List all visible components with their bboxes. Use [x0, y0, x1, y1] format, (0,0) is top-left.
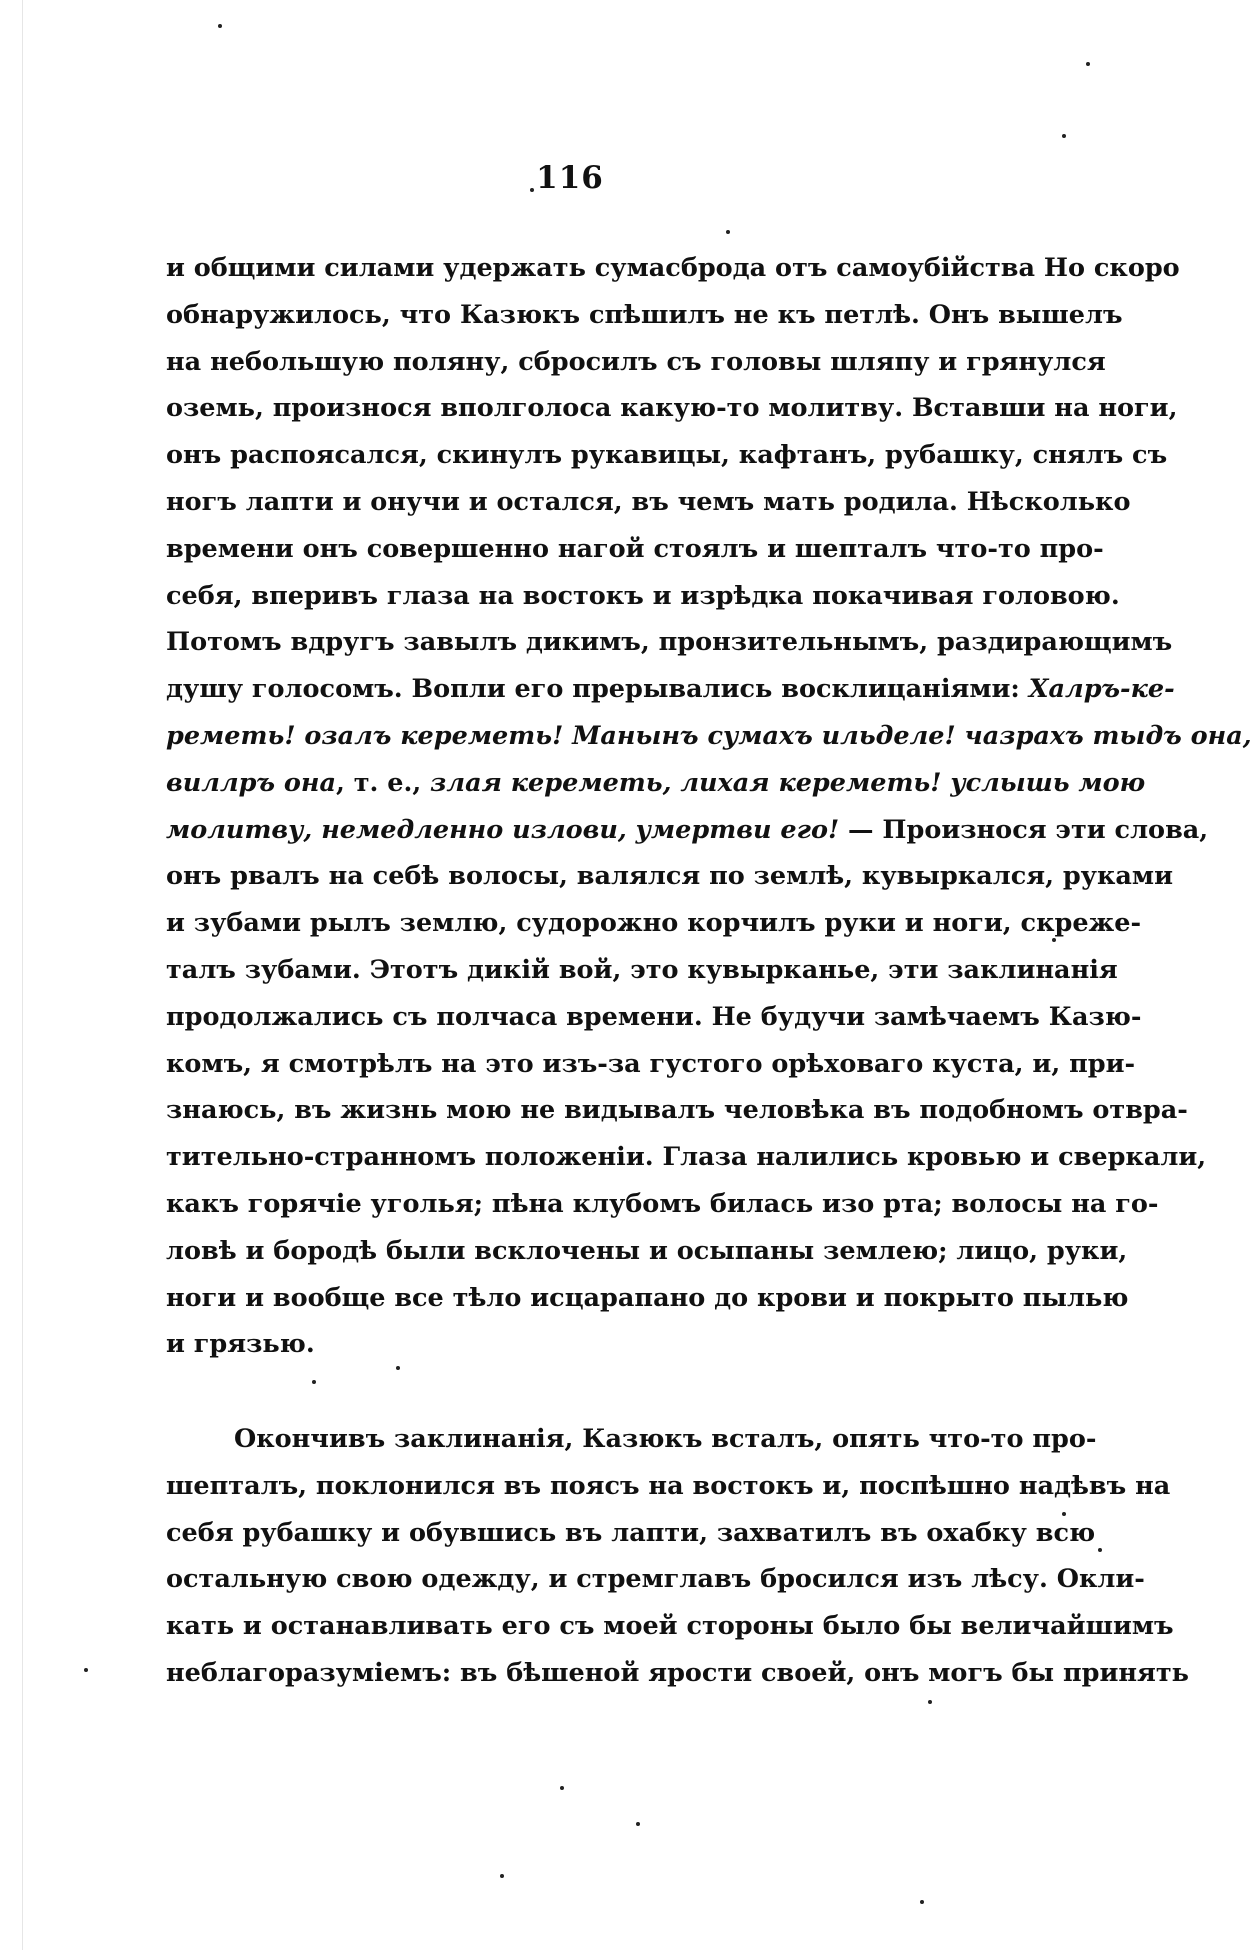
scan-speck	[1098, 1548, 1102, 1552]
text-run: и общими силами удержать сумасброда отъ самоубійства Но скоро	[166, 253, 1180, 283]
scan-speck	[530, 188, 534, 192]
paragraph-2	[166, 1416, 1189, 1697]
text-line	[166, 339, 1106, 386]
text-run: остальную свою одежду, и стремглавъ бросился изъ лѣсу. Окли-	[166, 1564, 1145, 1595]
text-run: ловѣ и бородѣ были всклочены и осыпаны землею; лицо, руки,	[166, 1235, 1128, 1266]
scan-speck	[1086, 62, 1090, 66]
text-line	[166, 713, 1252, 760]
text-run: времени онъ совершенно нагой стоялъ и шепталъ что-то про-	[166, 533, 1104, 564]
text-run: комъ, я смотрѣлъ на это изъ-за густого орѣховаго куста, и, при-	[166, 1048, 1136, 1079]
text-line	[166, 1463, 1171, 1510]
text-line	[166, 526, 1104, 573]
text-run: продолжались съ полчаса времени. Не будучи замѣчаемъ Казю-	[166, 1001, 1142, 1032]
text-line	[166, 853, 1173, 900]
text-run: и зубами рылъ землю, судорожно корчилъ руки и ноги, скреже-	[166, 908, 1142, 939]
text-line	[166, 1321, 1028, 1368]
text-line	[166, 1603, 1174, 1650]
scan-speck	[920, 1900, 924, 1904]
text-line	[166, 1416, 1097, 1463]
text-line	[166, 619, 1173, 666]
text-line	[166, 994, 1142, 1041]
text-run: обнаружилось, что Казюкъ спѣшилъ не къ петлѣ. Онъ вышелъ	[166, 299, 1123, 330]
scan-speck	[84, 1668, 88, 1672]
text-run: Потомъ вдругъ завылъ дикимъ, пронзительнымъ, раздирающимъ	[166, 627, 1173, 658]
scan-speck	[928, 1700, 932, 1704]
scan-speck	[218, 24, 222, 28]
italic-run: виллръ она	[166, 767, 336, 798]
scan-speck	[1052, 938, 1056, 942]
scan-speck	[312, 1380, 316, 1384]
text-run: онъ рвалъ на себѣ волосы, валялся по землѣ, кувыркался, руками	[166, 861, 1173, 892]
text-line	[166, 666, 1175, 713]
text-line	[166, 947, 1118, 994]
text-line	[166, 1275, 1129, 1322]
text-run: знаюсь, въ жизнь мою не видывалъ человѣка въ подобномъ отвра-	[166, 1095, 1188, 1126]
text-line	[166, 1087, 1188, 1134]
text-run: какъ горячіе уголья; пѣна клубомъ билась изо рта; волосы на го-	[166, 1188, 1159, 1219]
text-run: , т. е.,	[335, 767, 431, 798]
text-line	[166, 573, 1120, 620]
text-run: себя рубашку и обувшись въ лапти, захватилъ въ охабку всю	[166, 1517, 1096, 1548]
text-line	[166, 432, 1168, 479]
text-line	[166, 292, 1123, 339]
text-line	[166, 385, 1178, 432]
text-run: кать и останавливать его съ моей стороны было бы величайшимъ	[166, 1611, 1174, 1642]
text-run: себя, вперивъ глаза на востокъ и изрѣдка покачивая головою.	[166, 580, 1120, 611]
text-run: — Произнося эти слова,	[839, 814, 1209, 845]
text-line	[166, 479, 1131, 526]
text-line	[166, 1181, 1159, 1228]
page-edge	[22, 0, 23, 1950]
italic-run: злая кереметь, лихая кереметь! услышь мою	[430, 767, 1146, 798]
text-run: ногъ лапти и онучи и остался, въ чемъ мать родила. Нѣсколько	[166, 486, 1131, 517]
text-line	[166, 1228, 1128, 1275]
scan-speck	[560, 1786, 564, 1790]
text-run: Окончивъ заклинанія, Казюкъ всталъ, опять что-то про-	[234, 1424, 1097, 1454]
paragraph-1	[166, 245, 1252, 1368]
scan-speck	[1062, 134, 1066, 138]
text-line	[166, 900, 1142, 947]
text-run: онъ распоясался, скинулъ рукавицы, кафтанъ, рубашку, снялъ съ	[166, 440, 1168, 471]
italic-run: молитву, немедленно излови, умертви его!	[166, 814, 840, 845]
text-line	[166, 1041, 1136, 1088]
text-line	[166, 760, 1146, 807]
text-run: и грязью.	[166, 1329, 315, 1360]
scan-speck	[1062, 1512, 1066, 1516]
text-line	[166, 1556, 1145, 1603]
text-run: шепталъ, поклонился въ поясъ на востокъ и, поспѣшно надѣвъ на	[166, 1470, 1171, 1501]
text-run: неблагоразуміемъ: въ бѣшеной ярости своей, онъ могъ бы принять	[166, 1657, 1189, 1688]
text-line	[166, 1510, 1096, 1557]
text-run: на небольшую поляну, сбросилъ съ головы шляпу и грянулся	[166, 346, 1106, 377]
scan-speck	[726, 230, 730, 234]
text-run: тительно-странномъ положеніи. Глаза налились кровью и сверкали,	[166, 1142, 1207, 1173]
text-run: душу голосомъ. Вопли его прерывались восклицаніями:	[166, 674, 1029, 705]
text-run: ноги и вообще все тѣло исцарапано до крови и покрыто пылью	[166, 1282, 1129, 1313]
text-line	[166, 245, 1180, 292]
italic-run: реметь! озалъ кереметь! Манынъ сумахъ ильделе! чазрахъ тыдъ она,	[166, 720, 1252, 751]
scan-speck	[396, 1366, 400, 1370]
text-line	[166, 807, 1209, 854]
page-number: 116	[536, 160, 604, 196]
text-run: талъ зубами. Этотъ дикій вой, это кувырканье, эти заклинанія	[166, 954, 1118, 985]
italic-run: Халръ-ке-	[1028, 674, 1175, 705]
text-line	[166, 1134, 1207, 1181]
text-run: оземь, произнося вполголоса какую-то молитву. Вставши на ноги,	[166, 393, 1178, 424]
scan-speck	[636, 1822, 640, 1826]
text-line	[166, 1650, 1189, 1697]
scan-speck	[500, 1874, 504, 1878]
